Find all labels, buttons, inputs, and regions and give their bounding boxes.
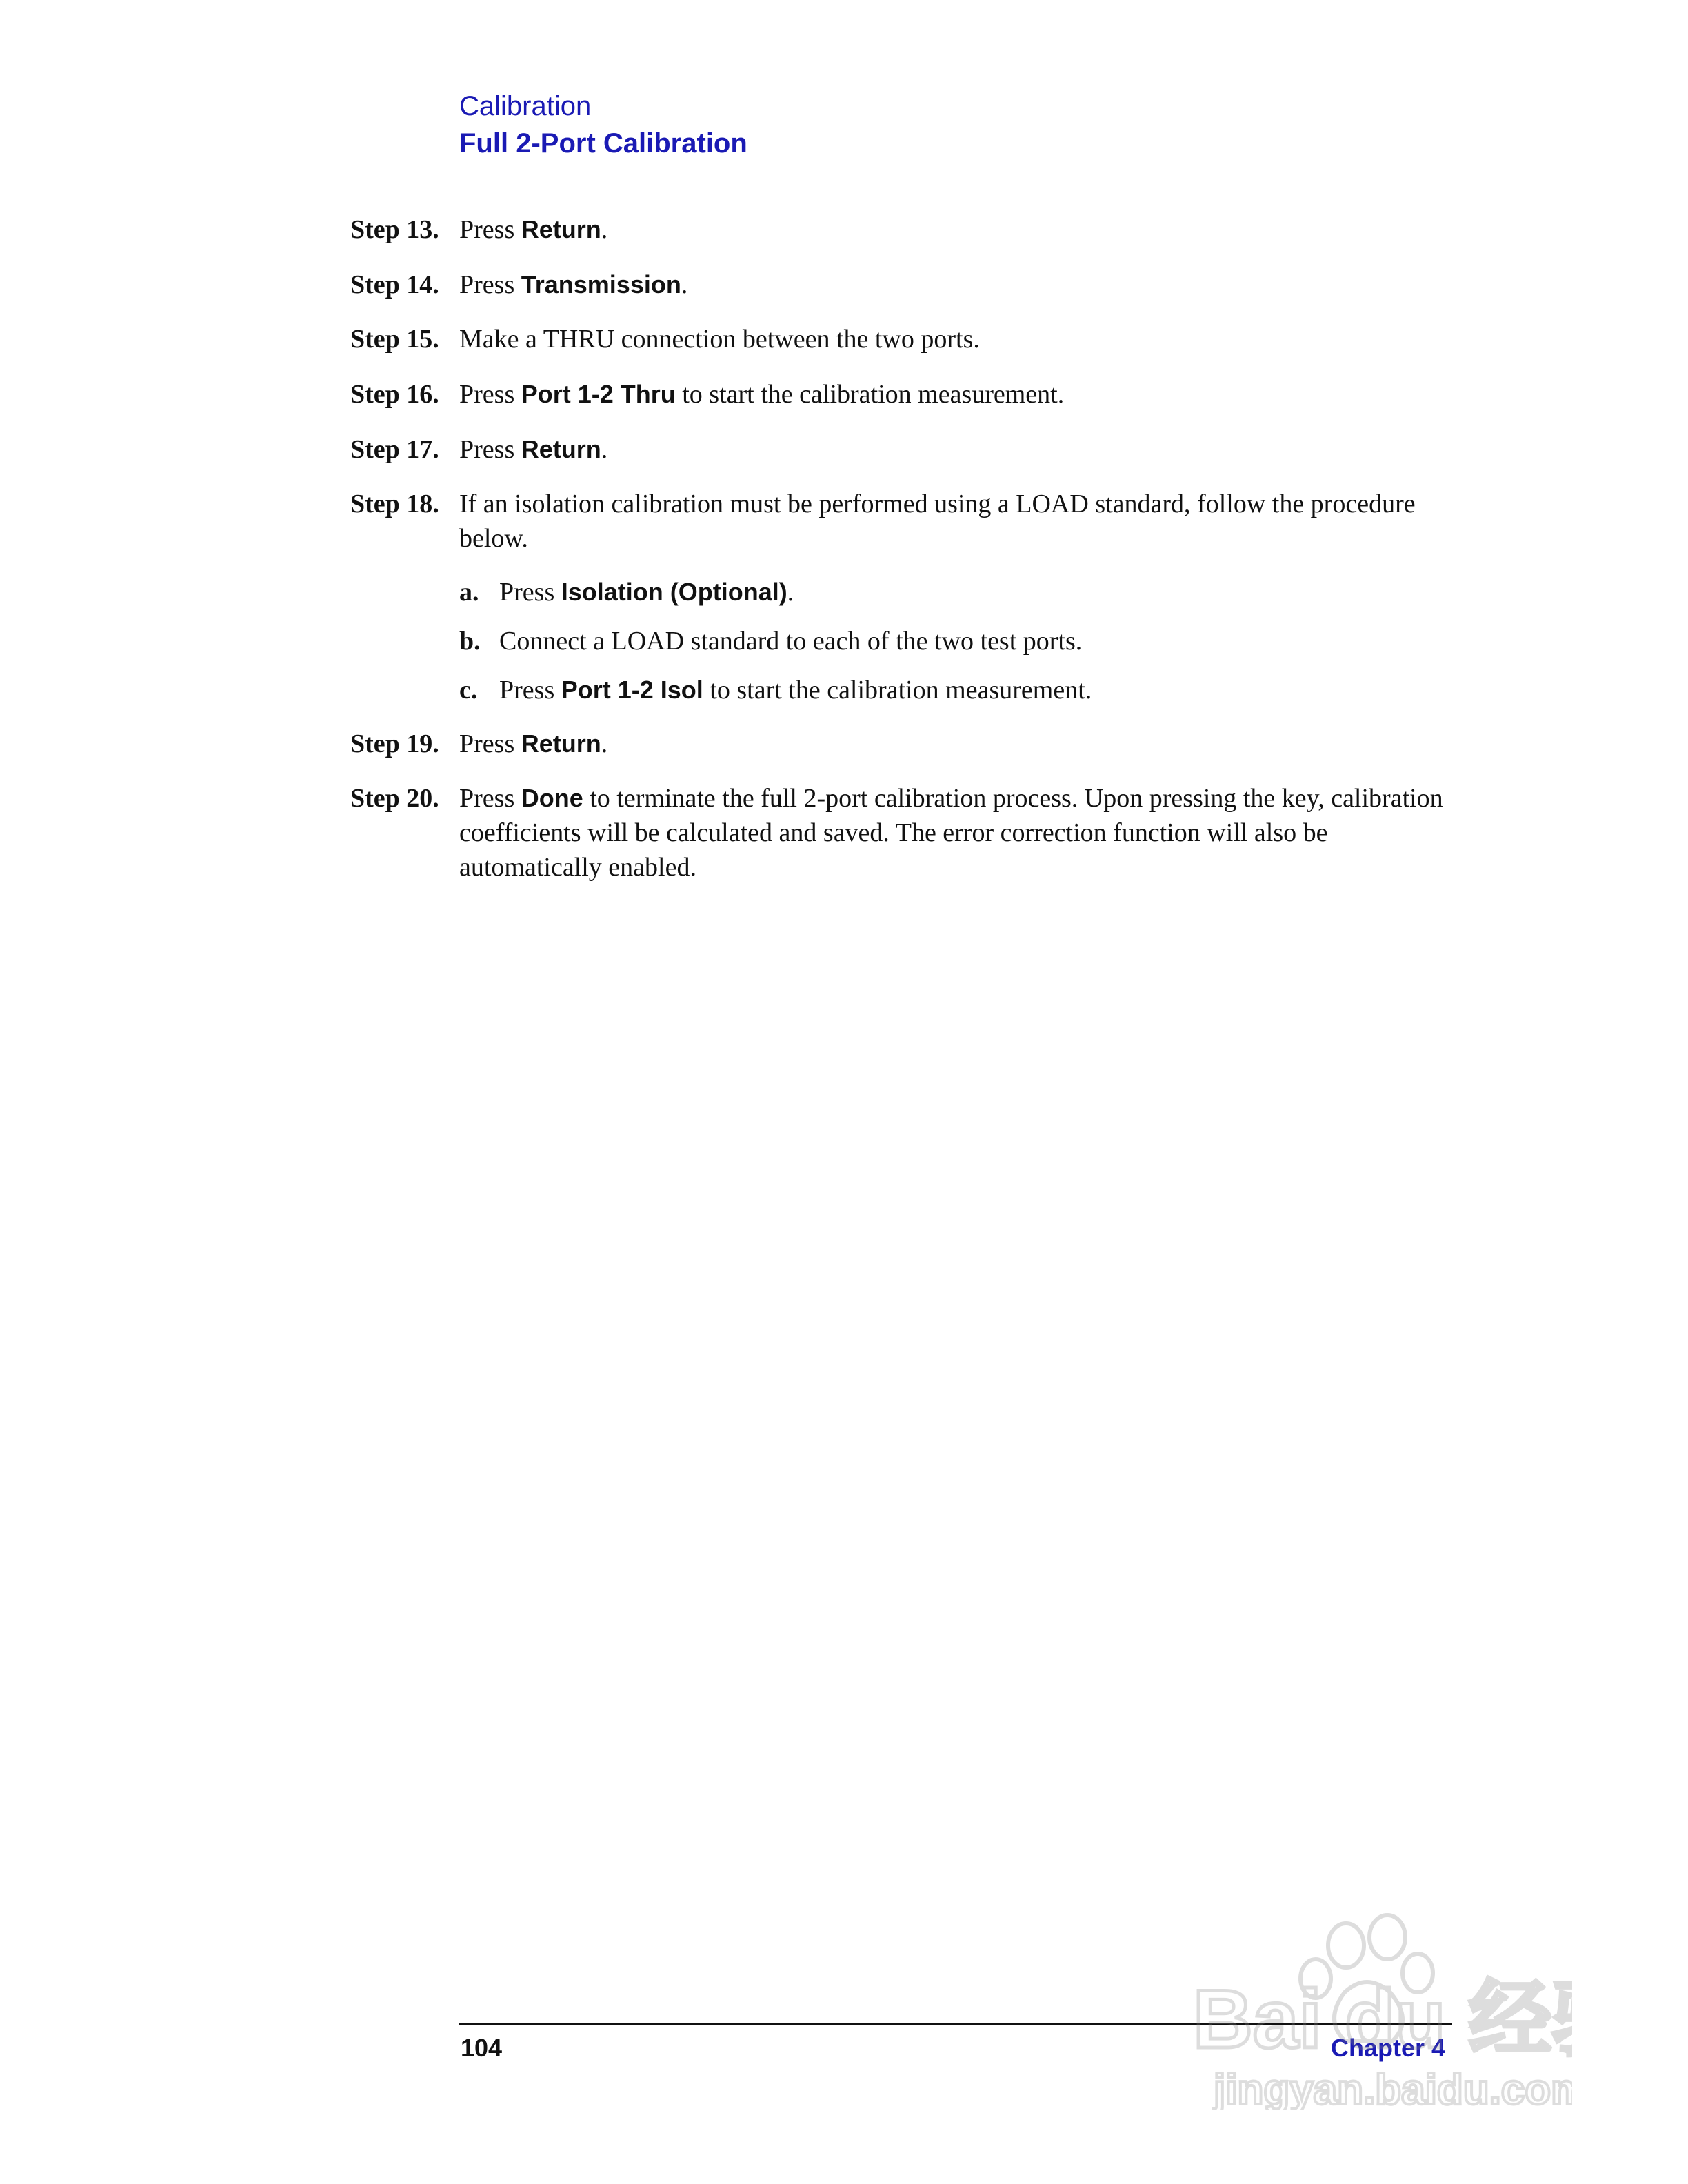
watermark-url: jingyan.baidu.com — [1214, 2066, 1572, 2110]
step-17 — [350, 432, 1454, 467]
chapter-label: Chapter 4 — [1330, 2034, 1445, 2062]
step-number: Step 13. — [350, 215, 439, 244]
substep-text-end: to start the calibration measurement. — [703, 676, 1092, 705]
step-18 — [350, 487, 1454, 556]
page-title: Full 2-Port Calibration — [459, 128, 747, 159]
step-text: Press — [459, 729, 521, 758]
softkey-return: Return — [521, 435, 601, 463]
substep-c — [459, 673, 1452, 707]
softkey-done: Done — [521, 784, 583, 812]
substep-a — [459, 575, 1452, 609]
page-number: 104 — [461, 2034, 503, 2062]
softkey-port-1-2-isol: Port 1-2 Isol — [561, 676, 703, 704]
step-text-end: . — [601, 729, 608, 758]
step-text-end: . — [601, 435, 608, 464]
step-number: Step 17. — [350, 435, 439, 464]
substep-text: Press — [499, 578, 561, 607]
step-text: Press — [459, 784, 521, 813]
softkey-transmission: Transmission — [521, 270, 681, 299]
step-number: Step 18. — [350, 489, 439, 518]
substep-letter: a. — [459, 578, 479, 607]
softkey-return: Return — [521, 215, 601, 243]
substep-text: Press — [499, 676, 561, 705]
step-19 — [350, 727, 1454, 761]
paw-icon — [1186, 1910, 1572, 2110]
substep-text: Connect a LOAD standard to each of the two test ports. — [499, 627, 1083, 656]
baidu-watermark — [1186, 1910, 1572, 2110]
substep-b — [459, 624, 1452, 658]
step-text: Press — [459, 215, 521, 244]
step-text-end: . — [681, 270, 688, 299]
watermark-brand: Bai du 经 — [1193, 1973, 1552, 2065]
step-text: Press — [459, 270, 521, 299]
step-text-end: to start the calibration measurement. — [675, 380, 1065, 409]
step-number: Step 20. — [350, 784, 439, 813]
softkey-port-1-2-thru: Port 1-2 Thru — [521, 380, 676, 408]
step-15 — [350, 322, 1454, 356]
step-number: Step 14. — [350, 270, 439, 299]
step-number: Step 15. — [350, 325, 439, 354]
step-text-end: to terminate the full 2-port calibration process. Upon pressing the key, calibration coefficients will be calculated and saved. The error correction function will also be automatically enabled. — [459, 784, 1443, 882]
substep-text-end: . — [787, 578, 794, 607]
step-number: Step 16. — [350, 380, 439, 409]
step-20 — [350, 781, 1454, 884]
step-14 — [350, 267, 1454, 302]
softkey-isolation-optional: Isolation (Optional) — [561, 578, 787, 606]
softkey-return: Return — [521, 729, 601, 758]
step-text: Press — [459, 435, 521, 464]
step-16 — [350, 377, 1454, 412]
step-text: If an isolation calibration must be performed using a LOAD standard, follow the procedure below. — [459, 489, 1416, 553]
substep-letter: c. — [459, 676, 478, 705]
section-category: Calibration — [459, 91, 592, 121]
step-text: Make a THRU connection between the two ports. — [459, 325, 980, 354]
step-text: Press — [459, 380, 521, 409]
step-number: Step 19. — [350, 729, 439, 758]
step-13 — [350, 212, 1454, 247]
step-text-end: . — [601, 215, 608, 244]
substep-letter: b. — [459, 627, 481, 656]
